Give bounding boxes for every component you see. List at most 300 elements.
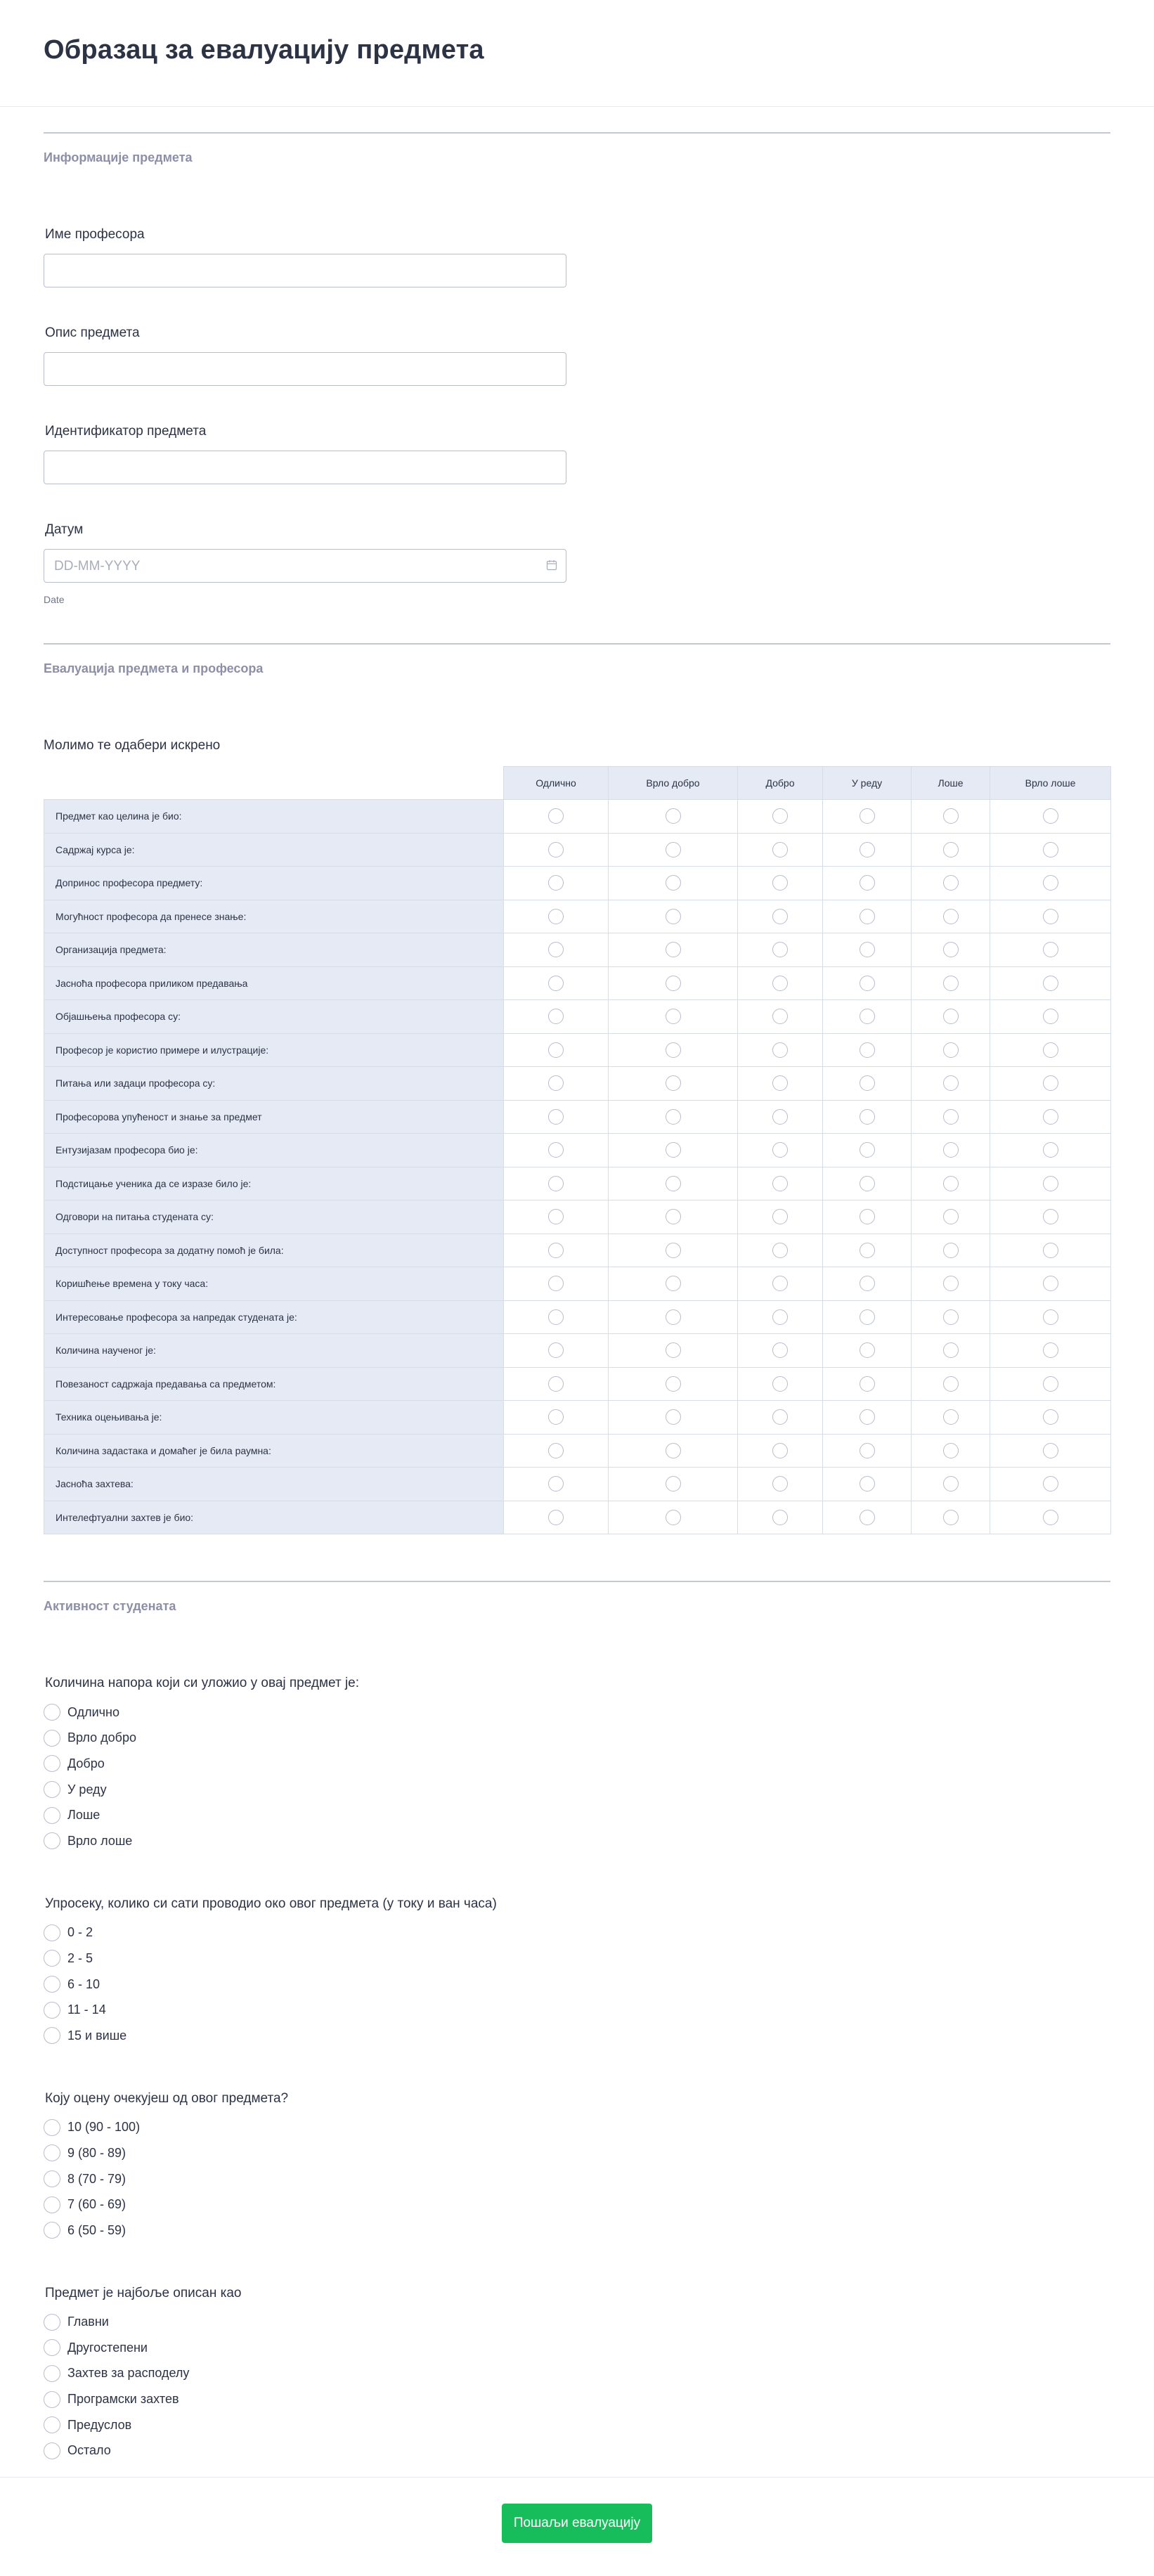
matrix-row	[44, 1401, 1111, 1435]
matrix-radio-button[interactable]	[666, 808, 681, 824]
grade-options	[44, 2115, 1110, 2244]
radio-option[interactable]	[44, 1802, 1110, 1828]
matrix-radio-button[interactable]	[943, 1342, 959, 1358]
matrix-cell	[912, 1067, 990, 1101]
matrix-cell	[504, 1367, 609, 1401]
matrix-radio-button[interactable]	[548, 1209, 564, 1224]
radio-option[interactable]	[44, 2310, 1110, 2336]
radio-option[interactable]	[44, 2192, 1110, 2218]
matrix-cell	[504, 800, 609, 834]
matrix-radio-button[interactable]	[666, 1342, 681, 1358]
matrix-radio-button[interactable]	[943, 1276, 959, 1291]
form-header	[0, 0, 1154, 107]
matrix-radio-button[interactable]	[860, 1142, 875, 1158]
matrix-cell	[738, 1033, 823, 1067]
matrix-radio-button[interactable]	[943, 1209, 959, 1224]
matrix-radio-button[interactable]	[772, 808, 788, 824]
matrix-radio-button[interactable]	[860, 1109, 875, 1125]
radio-button[interactable]	[44, 2416, 60, 2433]
matrix-radio-button[interactable]	[860, 1042, 875, 1058]
radio-button[interactable]	[44, 1781, 60, 1798]
matrix-radio-button[interactable]	[666, 1142, 681, 1158]
matrix-radio-button[interactable]	[772, 1142, 788, 1158]
evaluation-matrix	[44, 766, 1111, 1534]
matrix-column-header: Врло добро	[609, 767, 738, 800]
hours-options	[44, 1920, 1110, 2049]
matrix-radio-button[interactable]	[860, 808, 875, 824]
matrix-radio-button[interactable]	[860, 1409, 875, 1425]
matrix-cell	[912, 1367, 990, 1401]
matrix-radio-button[interactable]	[860, 1510, 875, 1525]
matrix-radio-button[interactable]	[666, 1209, 681, 1224]
matrix-radio-button[interactable]	[772, 1376, 788, 1392]
matrix-radio-button[interactable]	[772, 1409, 788, 1425]
calendar-icon[interactable]	[546, 559, 557, 571]
matrix-radio-button[interactable]	[548, 1409, 564, 1425]
matrix-radio-button[interactable]	[548, 1009, 564, 1024]
matrix-radio-button[interactable]	[860, 976, 875, 991]
radio-option[interactable]	[44, 1972, 1110, 1998]
matrix-cell	[823, 1134, 912, 1167]
matrix-row-label: Ентузијазам професора био је:	[44, 1134, 504, 1167]
matrix-radio-button[interactable]	[666, 1510, 681, 1525]
matrix-radio-button[interactable]	[943, 1109, 959, 1125]
matrix-radio-button[interactable]	[860, 1075, 875, 1091]
matrix-radio-button[interactable]	[666, 842, 681, 857]
matrix-radio-button[interactable]	[860, 1243, 875, 1258]
matrix-radio-button[interactable]	[1043, 942, 1058, 957]
matrix-cell	[823, 1100, 912, 1134]
matrix-radio-button[interactable]	[772, 875, 788, 891]
matrix-cell	[609, 800, 738, 834]
matrix-cell	[990, 1167, 1111, 1200]
matrix-cell	[990, 1401, 1111, 1435]
radio-button[interactable]	[44, 1976, 60, 1993]
matrix-radio-button[interactable]	[772, 942, 788, 957]
radio-option-label: 9 (80 - 89)	[67, 2145, 127, 2160]
matrix-cell	[609, 1134, 738, 1167]
matrix-radio-button[interactable]	[860, 1476, 875, 1491]
matrix-radio-button[interactable]	[943, 1476, 959, 1491]
matrix-cell	[912, 1200, 990, 1234]
radio-option-label: Одлично	[67, 1704, 119, 1719]
matrix-radio-button[interactable]	[772, 1109, 788, 1125]
course-identifier-label: Идентификатор предмета	[45, 424, 207, 439]
section-evaluation	[44, 643, 1110, 676]
matrix-row-label: Јасноћа захтева:	[44, 1468, 504, 1501]
matrix-radio-button[interactable]	[666, 1476, 681, 1491]
matrix-radio-button[interactable]	[943, 1243, 959, 1258]
matrix-corner	[44, 767, 504, 800]
matrix-cell	[609, 933, 738, 967]
matrix-cell	[738, 1334, 823, 1368]
date-input[interactable]	[44, 549, 566, 583]
matrix-radio-button[interactable]	[548, 1243, 564, 1258]
matrix-cell	[823, 1367, 912, 1401]
matrix-cell	[504, 1100, 609, 1134]
matrix-cell	[823, 867, 912, 900]
matrix-radio-button[interactable]	[772, 976, 788, 991]
matrix-cell	[990, 1033, 1111, 1067]
radio-button[interactable]	[44, 2442, 60, 2459]
matrix-cell	[912, 1434, 990, 1468]
matrix-cell	[609, 1000, 738, 1034]
radio-button[interactable]	[44, 2314, 60, 2331]
matrix-radio-button[interactable]	[943, 1009, 959, 1024]
radio-button[interactable]	[44, 2002, 60, 2019]
matrix-cell	[912, 966, 990, 1000]
matrix-cell	[738, 1200, 823, 1234]
radio-option[interactable]	[44, 1777, 1110, 1803]
matrix-radio-button[interactable]	[772, 1042, 788, 1058]
matrix-radio-button[interactable]	[772, 1510, 788, 1525]
matrix-cell	[738, 1468, 823, 1501]
matrix-cell	[990, 1067, 1111, 1101]
matrix-cell	[990, 1501, 1111, 1534]
radio-button[interactable]	[44, 2391, 60, 2408]
matrix-row	[44, 1167, 1111, 1200]
radio-button[interactable]	[44, 1950, 60, 1967]
matrix-radio-button[interactable]	[860, 1376, 875, 1392]
matrix-radio-button[interactable]	[1043, 1342, 1058, 1358]
matrix-radio-button[interactable]	[860, 942, 875, 957]
matrix-cell	[823, 1334, 912, 1368]
matrix-radio-button[interactable]	[666, 1009, 681, 1024]
radio-button[interactable]	[44, 1704, 60, 1721]
matrix-radio-button[interactable]	[1043, 1443, 1058, 1458]
radio-option-label: 7 (60 - 69)	[67, 2197, 127, 2212]
matrix-radio-button[interactable]	[772, 1342, 788, 1358]
matrix-radio-button[interactable]	[1043, 1042, 1058, 1058]
radio-button[interactable]	[44, 2027, 60, 2044]
matrix-radio-button[interactable]	[666, 1109, 681, 1125]
matrix-row	[44, 867, 1111, 900]
matrix-radio-button[interactable]	[666, 1309, 681, 1325]
matrix-cell	[990, 1134, 1111, 1167]
matrix-cell	[823, 1200, 912, 1234]
matrix-radio-button[interactable]	[772, 842, 788, 857]
professor-name-input[interactable]	[44, 254, 566, 287]
matrix-cell	[823, 1501, 912, 1534]
matrix-radio-button[interactable]	[548, 1142, 564, 1158]
radio-button[interactable]	[44, 1730, 60, 1747]
matrix-radio-button[interactable]	[860, 1009, 875, 1024]
matrix-radio-button[interactable]	[548, 1309, 564, 1325]
matrix-radio-button[interactable]	[943, 1309, 959, 1325]
matrix-radio-button[interactable]	[772, 1176, 788, 1191]
matrix-row-label: Количина задастака и домаћег је била раумна:	[44, 1434, 504, 1468]
matrix-radio-button[interactable]	[860, 1443, 875, 1458]
matrix-row	[44, 933, 1111, 967]
matrix-cell	[738, 900, 823, 933]
radio-option[interactable]	[44, 2166, 1110, 2192]
matrix-row-label: Подстицање ученика да се изразе било је:	[44, 1167, 504, 1200]
matrix-radio-button[interactable]	[1043, 1142, 1058, 1158]
matrix-radio-button[interactable]	[666, 1075, 681, 1091]
matrix-radio-button[interactable]	[1043, 875, 1058, 891]
radio-option[interactable]	[44, 2361, 1110, 2387]
radio-option[interactable]	[44, 2023, 1110, 2049]
matrix-cell	[504, 900, 609, 933]
form-content	[0, 132, 1154, 2464]
matrix-row-label: Интересовање професора за напредак студената је:	[44, 1300, 504, 1334]
matrix-radio-button[interactable]	[772, 1443, 788, 1458]
radio-option-label: Захтев за расподелу	[67, 2366, 190, 2381]
matrix-radio-button[interactable]	[548, 942, 564, 957]
radio-option[interactable]	[44, 1700, 1110, 1726]
matrix-radio-button[interactable]	[943, 1042, 959, 1058]
matrix-radio-button[interactable]	[860, 842, 875, 857]
radio-option-label: Добро	[67, 1756, 105, 1771]
matrix-cell	[738, 800, 823, 834]
matrix-cell	[609, 1234, 738, 1267]
matrix-radio-button[interactable]	[666, 1443, 681, 1458]
matrix-radio-button[interactable]	[1043, 976, 1058, 991]
matrix-radio-button[interactable]	[666, 1243, 681, 1258]
matrix-row-label: Питања или задаци професора су:	[44, 1067, 504, 1101]
radio-option[interactable]	[44, 2335, 1110, 2361]
radio-option[interactable]	[44, 2412, 1110, 2438]
radio-option[interactable]	[44, 1751, 1110, 1777]
radio-option[interactable]	[44, 1726, 1110, 1752]
radio-option[interactable]	[44, 2386, 1110, 2412]
radio-button[interactable]	[44, 2222, 60, 2239]
radio-button[interactable]	[44, 1807, 60, 1824]
matrix-radio-button[interactable]	[1043, 909, 1058, 924]
course-identifier-field	[44, 424, 1110, 484]
radio-option[interactable]	[44, 1997, 1110, 2023]
matrix-radio-button[interactable]	[860, 1209, 875, 1224]
matrix-cell	[609, 1267, 738, 1301]
matrix-radio-button[interactable]	[860, 909, 875, 924]
matrix-radio-button[interactable]	[943, 875, 959, 891]
matrix-cell	[609, 1434, 738, 1468]
matrix-radio-button[interactable]	[548, 842, 564, 857]
radio-button[interactable]	[44, 1832, 60, 1849]
matrix-cell	[504, 1300, 609, 1334]
matrix-cell	[990, 1000, 1111, 1034]
matrix-radio-button[interactable]	[666, 1042, 681, 1058]
matrix-cell	[823, 1300, 912, 1334]
matrix-row-label: Могућност професора да пренесе знање:	[44, 900, 504, 933]
matrix-radio-button[interactable]	[943, 942, 959, 957]
matrix-radio-button[interactable]	[943, 808, 959, 824]
matrix-radio-button[interactable]	[1043, 1276, 1058, 1291]
matrix-radio-button[interactable]	[666, 942, 681, 957]
matrix-radio-button[interactable]	[1043, 1075, 1058, 1091]
matrix-radio-button[interactable]	[548, 1276, 564, 1291]
matrix-cell	[504, 1334, 609, 1368]
matrix-cell	[912, 1234, 990, 1267]
matrix-cell	[609, 1100, 738, 1134]
matrix-cell	[823, 1067, 912, 1101]
matrix-radio-button[interactable]	[666, 875, 681, 891]
matrix-radio-button[interactable]	[943, 1409, 959, 1425]
matrix-cell	[609, 1401, 738, 1435]
matrix-header-row	[44, 767, 1111, 800]
radio-button[interactable]	[44, 1755, 60, 1772]
matrix-cell	[912, 1300, 990, 1334]
matrix-cell	[738, 1267, 823, 1301]
matrix-radio-button[interactable]	[772, 1243, 788, 1258]
matrix-radio-button[interactable]	[943, 1176, 959, 1191]
matrix-cell	[609, 1334, 738, 1368]
course-identifier-input[interactable]	[44, 451, 566, 484]
grade-question-label: Коју оцену очекујеш од овог предмета?	[45, 2090, 289, 2106]
matrix-cell	[609, 1300, 738, 1334]
matrix-radio-button[interactable]	[772, 1309, 788, 1325]
matrix-radio-button[interactable]	[943, 842, 959, 857]
matrix-radio-button[interactable]	[666, 1376, 681, 1392]
matrix-cell	[504, 1468, 609, 1501]
matrix-row	[44, 800, 1111, 834]
matrix-radio-button[interactable]	[1043, 1209, 1058, 1224]
matrix-radio-button[interactable]	[1043, 1376, 1058, 1392]
matrix-cell	[912, 800, 990, 834]
radio-option[interactable]	[44, 2115, 1110, 2141]
matrix-radio-button[interactable]	[860, 1309, 875, 1325]
course-description-label: Опис предмета	[45, 325, 140, 340]
matrix-radio-button[interactable]	[666, 1176, 681, 1191]
radio-option[interactable]	[44, 1828, 1110, 1854]
matrix-radio-button[interactable]	[1043, 1009, 1058, 1024]
submit-button[interactable]: Пошаљи евалуацију	[502, 2504, 652, 2543]
matrix-cell	[609, 833, 738, 867]
matrix-cell	[504, 966, 609, 1000]
matrix-cell	[738, 833, 823, 867]
matrix-radio-button[interactable]	[772, 1209, 788, 1224]
matrix-radio-button[interactable]	[772, 909, 788, 924]
matrix-radio-button[interactable]	[772, 1075, 788, 1091]
radio-button[interactable]	[44, 2339, 60, 2356]
matrix-cell	[912, 1267, 990, 1301]
course-type-question-label: Предмет је најбоље описан као	[45, 2285, 242, 2300]
matrix-row-label: Објашњења професора су:	[44, 1000, 504, 1034]
matrix-radio-button[interactable]	[943, 1142, 959, 1158]
radio-button[interactable]	[44, 2119, 60, 2136]
matrix-radio-button[interactable]	[1043, 1309, 1058, 1325]
matrix-radio-button[interactable]	[1043, 1109, 1058, 1125]
radio-option[interactable]	[44, 2438, 1110, 2464]
section-course-info	[44, 132, 1110, 165]
radio-option[interactable]	[44, 2140, 1110, 2166]
matrix-row-label: Количина наученог је:	[44, 1334, 504, 1368]
matrix-radio-button[interactable]	[548, 1109, 564, 1125]
matrix-cell	[912, 1100, 990, 1134]
matrix-cell	[504, 833, 609, 867]
matrix-cell	[990, 1200, 1111, 1234]
matrix-cell	[609, 966, 738, 1000]
professor-name-field	[44, 227, 1110, 287]
matrix-radio-button[interactable]	[1043, 1176, 1058, 1191]
matrix-cell	[609, 1367, 738, 1401]
matrix-radio-button[interactable]	[860, 875, 875, 891]
matrix-cell	[823, 1000, 912, 1034]
matrix-radio-button[interactable]	[548, 1376, 564, 1392]
effort-options	[44, 1700, 1110, 1854]
course-type-options	[44, 2310, 1110, 2464]
matrix-cell	[990, 900, 1111, 933]
matrix-radio-button[interactable]	[548, 1510, 564, 1525]
radio-button[interactable]	[44, 2196, 60, 2213]
matrix-radio-button[interactable]	[772, 1276, 788, 1291]
radio-button[interactable]	[44, 2144, 60, 2161]
matrix-cell	[912, 1000, 990, 1034]
radio-button[interactable]	[44, 1924, 60, 1941]
matrix-cell	[738, 933, 823, 967]
radio-option[interactable]	[44, 2218, 1110, 2244]
radio-option[interactable]	[44, 1946, 1110, 1972]
matrix-radio-button[interactable]	[666, 909, 681, 924]
matrix-radio-button[interactable]	[548, 1476, 564, 1491]
matrix-radio-button[interactable]	[943, 909, 959, 924]
matrix-radio-button[interactable]	[860, 1342, 875, 1358]
matrix-radio-button[interactable]	[666, 1409, 681, 1425]
matrix-radio-button[interactable]	[1043, 842, 1058, 857]
radio-button[interactable]	[44, 2365, 60, 2382]
matrix-radio-button[interactable]	[548, 808, 564, 824]
matrix-radio-button[interactable]	[943, 1443, 959, 1458]
course-description-input[interactable]	[44, 352, 566, 386]
radio-option-label: У реду	[67, 1782, 107, 1797]
matrix-radio-button[interactable]	[860, 1176, 875, 1191]
matrix-radio-button[interactable]	[548, 1176, 564, 1191]
matrix-radio-button[interactable]	[548, 1042, 564, 1058]
matrix-cell	[823, 1234, 912, 1267]
matrix-radio-button[interactable]	[772, 1009, 788, 1024]
matrix-radio-button[interactable]	[1043, 1476, 1058, 1491]
matrix-row	[44, 900, 1111, 933]
effort-question	[44, 1676, 1110, 1854]
matrix-radio-button[interactable]	[548, 1342, 564, 1358]
matrix-cell	[912, 867, 990, 900]
matrix-cell	[609, 1468, 738, 1501]
hours-question	[44, 1896, 1110, 2049]
matrix-row-label: Садржај курса је:	[44, 833, 504, 867]
matrix-radio-button[interactable]	[666, 976, 681, 991]
matrix-radio-button[interactable]	[548, 875, 564, 891]
matrix-radio-button[interactable]	[1043, 1409, 1058, 1425]
matrix-radio-button[interactable]	[943, 1075, 959, 1091]
matrix-radio-button[interactable]	[772, 1476, 788, 1491]
radio-option[interactable]	[44, 1920, 1110, 1946]
matrix-radio-button[interactable]	[666, 1276, 681, 1291]
matrix-radio-button[interactable]	[943, 1510, 959, 1525]
matrix-radio-button[interactable]	[1043, 1243, 1058, 1258]
radio-option-label: Врло добро	[67, 1730, 136, 1745]
radio-button[interactable]	[44, 2170, 60, 2187]
matrix-radio-button[interactable]	[943, 976, 959, 991]
matrix-body	[44, 800, 1111, 1534]
matrix-radio-button[interactable]	[1043, 808, 1058, 824]
matrix-radio-button[interactable]	[943, 1376, 959, 1392]
radio-option-label: 8 (70 - 79)	[67, 2171, 127, 2186]
matrix-cell	[990, 1468, 1111, 1501]
matrix-radio-button[interactable]	[548, 976, 564, 991]
matrix-radio-button[interactable]	[548, 1443, 564, 1458]
matrix-cell	[738, 966, 823, 1000]
matrix-radio-button[interactable]	[860, 1276, 875, 1291]
matrix-radio-button[interactable]	[548, 909, 564, 924]
matrix-cell	[504, 1234, 609, 1267]
matrix-cell	[738, 1100, 823, 1134]
matrix-radio-button[interactable]	[548, 1075, 564, 1091]
matrix-cell	[504, 1067, 609, 1101]
date-placeholder: DD-MM-YYYY	[54, 559, 141, 574]
matrix-cell	[990, 800, 1111, 834]
matrix-cell	[738, 1501, 823, 1534]
matrix-radio-button[interactable]	[1043, 1510, 1058, 1525]
